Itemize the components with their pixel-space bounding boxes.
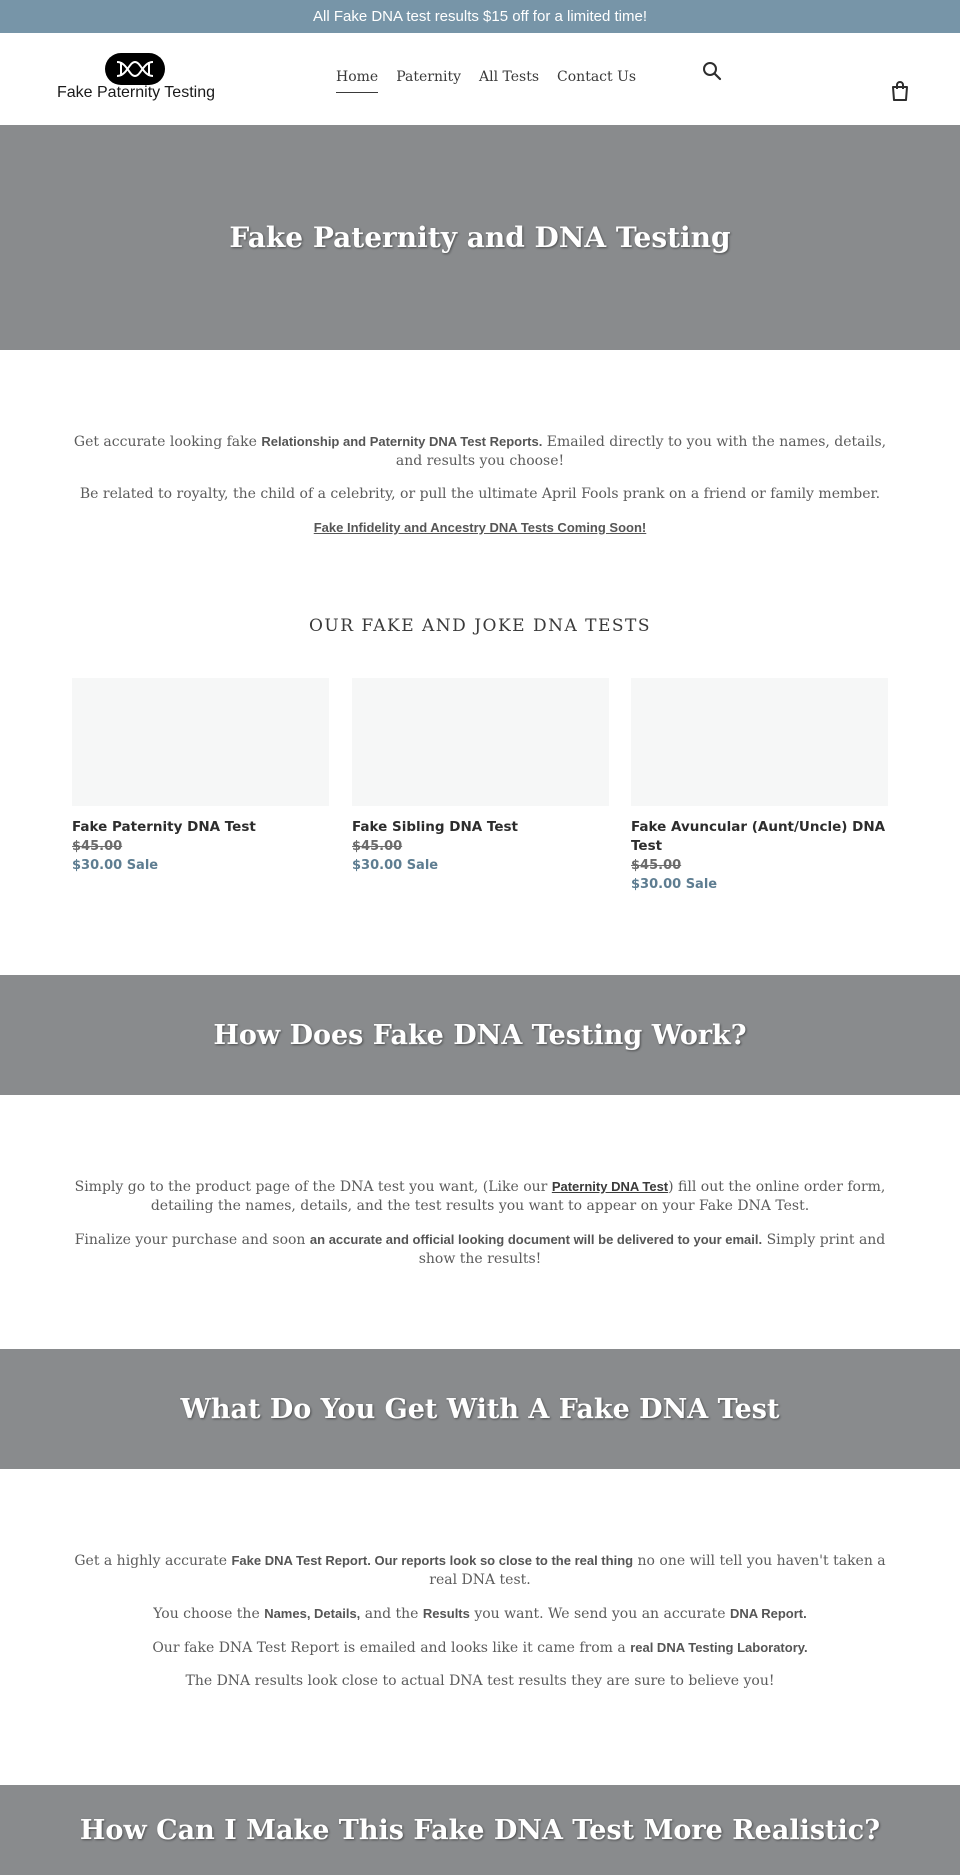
what-p3-text-a: Our fake DNA Test Report is emailed and looks like it came from a <box>152 1640 631 1656</box>
coming-soon-link[interactable]: Fake Infidelity and Ancestry DNA Tests Coming Soon! <box>313 520 647 535</box>
intro-text <box>70 432 890 552</box>
intro-p1-text-b: Relationship and Paternity DNA Test Reports. <box>261 434 543 449</box>
logo-text: Fake Paternity Testing <box>56 84 215 101</box>
paternity-test-link[interactable]: Paternity DNA Test <box>551 1179 669 1194</box>
product-old-price: $45.00 <box>352 839 403 854</box>
products-section-title: OUR FAKE AND JOKE DNA TESTS <box>308 616 652 636</box>
what-p1-text-a: Get a highly accurate <box>74 1553 232 1569</box>
product-old-price: $45.00 <box>72 839 123 854</box>
cart-icon[interactable] <box>889 80 911 102</box>
product-card[interactable] <box>631 678 888 894</box>
logo[interactable] <box>50 53 222 109</box>
what-p2-text-b: Names, Details, <box>264 1606 361 1621</box>
nav-paternity[interactable]: Paternity <box>396 69 461 85</box>
realistic-title: How Can I Make This Fake DNA Test More Realistic? <box>79 1814 881 1846</box>
dna-logo-icon <box>105 53 165 85</box>
product-sale-price: $30.00 Sale <box>352 858 439 873</box>
nav-contact-us[interactable]: Contact Us <box>557 69 637 85</box>
product-title[interactable]: Fake Avuncular (Aunt/Uncle) DNA Test <box>631 819 886 854</box>
hero-banner <box>0 125 960 350</box>
site-header <box>0 33 960 125</box>
product-title[interactable]: Fake Paternity DNA Test <box>72 819 256 835</box>
search-icon[interactable] <box>700 59 724 83</box>
what-paragraph-3 <box>70 1638 890 1658</box>
how-it-works-banner <box>0 975 960 1095</box>
announcement-bar <box>0 0 960 33</box>
what-p1-text-c: no one will tell you haven't taken a real DNA test. <box>429 1553 886 1588</box>
what-paragraph-4: The DNA results look close to actual DNA test results they are sure to believe you! <box>185 1673 775 1689</box>
what-p2-text-d: Results <box>422 1606 470 1621</box>
nav-home[interactable]: Home <box>336 69 378 93</box>
what-p2-text-a: You choose the <box>153 1606 265 1622</box>
product-image[interactable] <box>631 678 888 806</box>
how-it-works-text <box>70 1177 890 1283</box>
how-it-works-title: How Does Fake DNA Testing Work? <box>213 1019 747 1051</box>
product-sale-price: $30.00 Sale <box>72 858 159 873</box>
product-card[interactable] <box>72 678 329 875</box>
intro-p1-text-a: Get accurate looking fake <box>73 434 262 450</box>
product-old-price: $45.00 <box>631 858 682 873</box>
what-p2-text-f: DNA Report. <box>729 1606 807 1621</box>
product-image[interactable] <box>352 678 609 806</box>
what-you-get-title: What Do You Get With A Fake DNA Test <box>180 1393 780 1425</box>
hero-title: Fake Paternity and DNA Testing <box>229 221 731 254</box>
realistic-banner <box>0 1785 960 1875</box>
how-p1-text-b: ) fill out the online order form, detailing the names, details, and the test results you want to appear on your Fake DNA Test. <box>150 1179 886 1214</box>
intro-paragraph-2: Be related to royalty, the child of a celebrity, or pull the ultimate April Fools prank on a friend or family member. <box>79 486 881 502</box>
product-image[interactable] <box>72 678 329 806</box>
intro-paragraph-3 <box>70 518 890 538</box>
what-paragraph-1 <box>70 1551 890 1590</box>
product-sale-price: $30.00 Sale <box>631 877 718 892</box>
what-paragraph-2 <box>70 1604 890 1624</box>
product-card[interactable] <box>352 678 609 875</box>
intro-paragraph-1 <box>70 432 890 471</box>
announcement-text: All Fake DNA test results $15 off for a limited time! <box>312 8 648 25</box>
intro-p1-text-c: Emailed directly to you with the names, details, and results you choose! <box>395 434 887 469</box>
what-p3-text-b: real DNA Testing Laboratory. <box>630 1640 808 1655</box>
how-p2-text-a: Finalize your purchase and soon <box>74 1232 310 1248</box>
what-you-get-banner <box>0 1349 960 1469</box>
how-p2-text-c: Simply print and show the results! <box>418 1232 886 1267</box>
how-paragraph-2 <box>70 1230 890 1269</box>
product-title[interactable]: Fake Sibling DNA Test <box>352 819 518 835</box>
how-p1-text-a: Simply go to the product page of the DNA test you want, (Like our <box>74 1179 552 1195</box>
how-paragraph-1 <box>70 1177 890 1216</box>
how-p2-text-b: an accurate and official looking document will be delivered to your email. <box>309 1232 763 1247</box>
main-nav <box>336 69 636 93</box>
nav-all-tests[interactable]: All Tests <box>478 69 540 85</box>
what-you-get-text <box>70 1551 890 1705</box>
what-p2-text-c: and the <box>360 1606 423 1622</box>
what-p2-text-e: you want. We send you an accurate <box>469 1606 730 1622</box>
what-p1-text-b: Fake DNA Test Report. Our reports look so close to the real thing <box>231 1553 634 1568</box>
